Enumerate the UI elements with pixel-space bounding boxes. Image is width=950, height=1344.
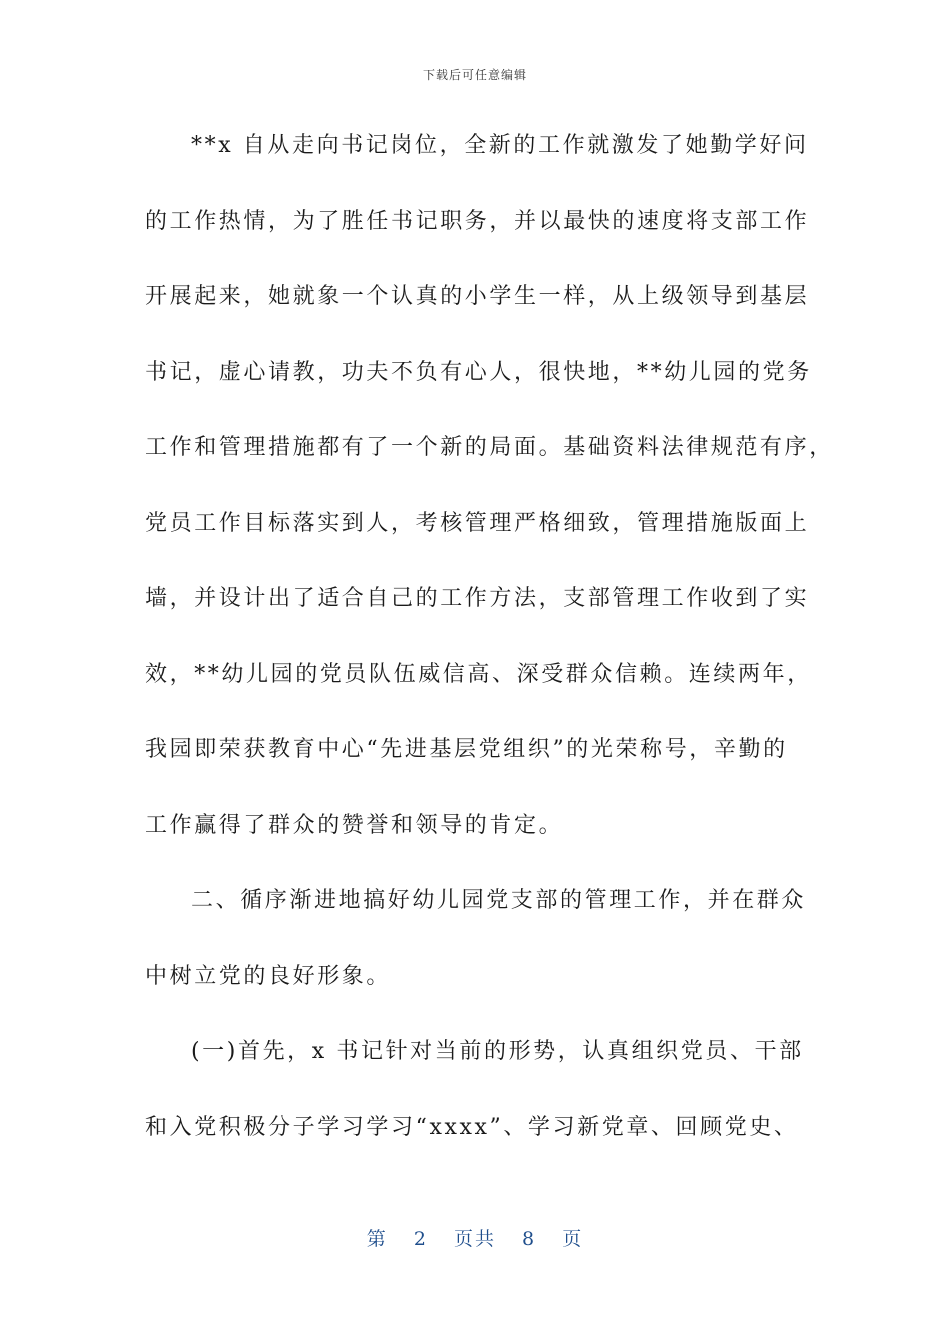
paragraph-line: 工作赢得了群众的赞誉和领导的肯定。	[145, 812, 564, 838]
total-page-count: 8	[522, 1228, 537, 1250]
paragraph-line: 效，**幼儿园的党员队伍威信高、深受群众信赖。连续两年，	[145, 661, 812, 687]
footer-prefix: 第	[366, 1228, 388, 1250]
paragraph-line: 工作和管理措施都有了一个新的局面。基础资料法律规范有序，	[145, 435, 834, 460]
document-body	[145, 122, 834, 1179]
paragraph-line: (一)首先，x 书记针对当前的形势，认真组织党员、干部	[191, 1039, 804, 1064]
paragraph-line: **x 自从走向书记岗位，全新的工作就激发了她勤学好问	[191, 133, 809, 158]
paragraph-line: 党员工作目标落实到人，考核管理严格细致，管理措施版面上	[145, 510, 810, 536]
paragraph-line: 墙，并设计出了适合自己的工作方法，支部管理工作收到了实	[145, 586, 810, 611]
paragraph-line: 书记，虚心请教，功夫不负有心人，很快地，**幼儿园的党务	[145, 359, 812, 385]
paragraph-line: 和入党积极分子学习学习“xxxx”、学习新党章、回顾党史、	[145, 1114, 799, 1140]
footer-middle: 页共	[453, 1228, 496, 1250]
paragraph-line: 的工作热情，为了胜任书记职务，并以最快的速度将支部工作	[145, 208, 810, 234]
page-number-footer	[0, 1224, 950, 1251]
section-heading-line: 二、循序渐进地搞好幼儿园党支部的管理工作，并在群众	[191, 888, 807, 913]
paragraph-line: 我园即荣获教育中心“先进基层党组织”的光荣称号，辛勤的	[145, 737, 788, 762]
current-page-number: 2	[413, 1228, 428, 1250]
page-header: 下载后可任意编辑	[422, 68, 527, 82]
paragraph-line: 开展起来，她就象一个认真的小学生一样，从上级领导到基层	[145, 284, 810, 309]
section-heading-line: 中树立党的良好形象。	[145, 963, 392, 989]
footer-suffix: 页	[562, 1228, 584, 1250]
